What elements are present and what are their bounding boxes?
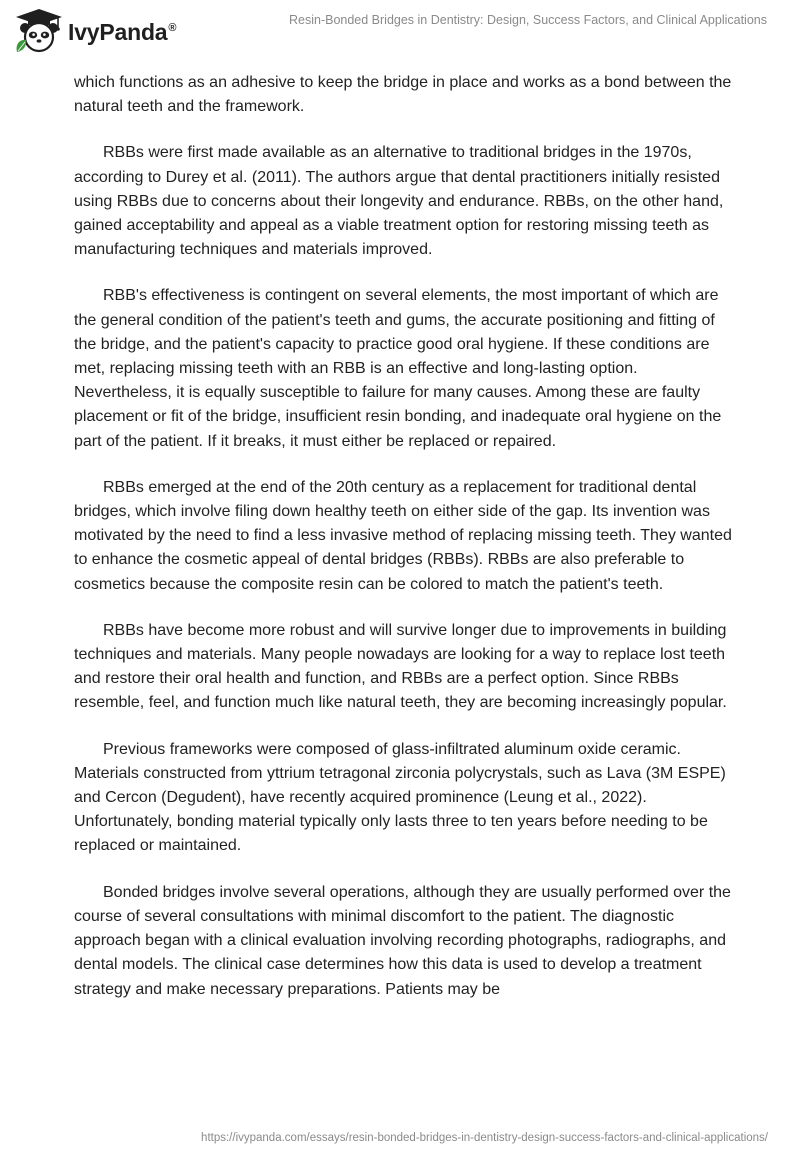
source-url[interactable]: https://ivypanda.com/essays/resin-bonded-bridges-in-dentistry-design-success-factors-and-clinical-applications/ — [201, 1132, 768, 1144]
paragraph: RBBs emerged at the end of the 20th century as a replacement for traditional dental bridges, which involve filing down healthy teeth on either side of the gap. Its invention was motivated by the need to find a less invasive method of replacing missing teeth. They wanted to enhance the cosmetic appeal of dental bridges (RBBs). RBBs are also preferable to cosmetics because the composite resin can be colored to match the patient's teeth. — [74, 478, 732, 593]
registered-mark: ® — [168, 21, 177, 34]
panda-graduate-icon — [14, 8, 64, 54]
paragraph: RBBs were first made available as an alternative to traditional bridges in the 1970s, according to Durey et al. (2011). The authors argue that dental practitioners initially resisted using RBBs due to concerns about their longevity and endurance. RBBs, on the other hand, gained acceptability and appeal as a viable treatment option for restoring missing teeth as manufacturing techniques and materials improved. — [74, 144, 724, 259]
logo-text — [68, 19, 176, 46]
paragraph: Previous frameworks were composed of glass-infiltrated aluminum oxide ceramic. Materials constructed from yttrium tetragonal zirconia polycrystals, such as Lava (3M ESPE) and Cercon (Degudent), have recently acquired prominence (Leung et al., 2022). Unfortunately, bonding material typically only lasts three to ten years before needing to be replaced or maintained. — [74, 740, 726, 855]
document-title: Resin-Bonded Bridges in Dentistry: Design, Success Factors, and Clinical Applications — [288, 13, 767, 27]
paragraph-continuation: which functions as an adhesive to keep the bridge in place and works as a bond between the natural teeth and the framework. — [74, 74, 732, 116]
logo-wordmark: IvyPanda — [68, 18, 168, 45]
logo[interactable] — [14, 8, 176, 54]
paragraph: RBBs have become more robust and will survive longer due to improvements in building techniques and materials. Many people nowadays are looking for a way to replace lost teeth and restore their oral health and function, and RBBs are a perfect option. Since RBBs resemble, feel, and function much like natural teeth, they are becoming increasingly popular. — [74, 621, 727, 712]
page-header — [0, 0, 800, 60]
paragraph: RBB's effectiveness is contingent on several elements, the most important of which are the general condition of the patient's teeth and gums, the accurate positioning and fitting of the bridge, and the patient's capacity to practice good oral hygiene. If these conditions are met, replacing missing teeth with an RBB is an effective and long-lasting option. Nevertheless, it is equally susceptible to failure for many causes. Among these are faulty placement or fit of the bridge, insufficient resin bonding, and inadequate oral hygiene on the part of the patient. If it breaks, it must either be replaced or repaired. — [74, 287, 722, 450]
essay-body — [74, 71, 734, 1024]
paragraph: Bonded bridges involve several operations, although they are usually performed over the course of several consultations with minimal discomfort to the patient. The diagnostic approach began with a clinical evaluation involving recording photographs, radiographs, and dental models. The clinical case determines how this data is used to develop a treatment strategy and make necessary preparations. Patients may be — [74, 883, 731, 998]
